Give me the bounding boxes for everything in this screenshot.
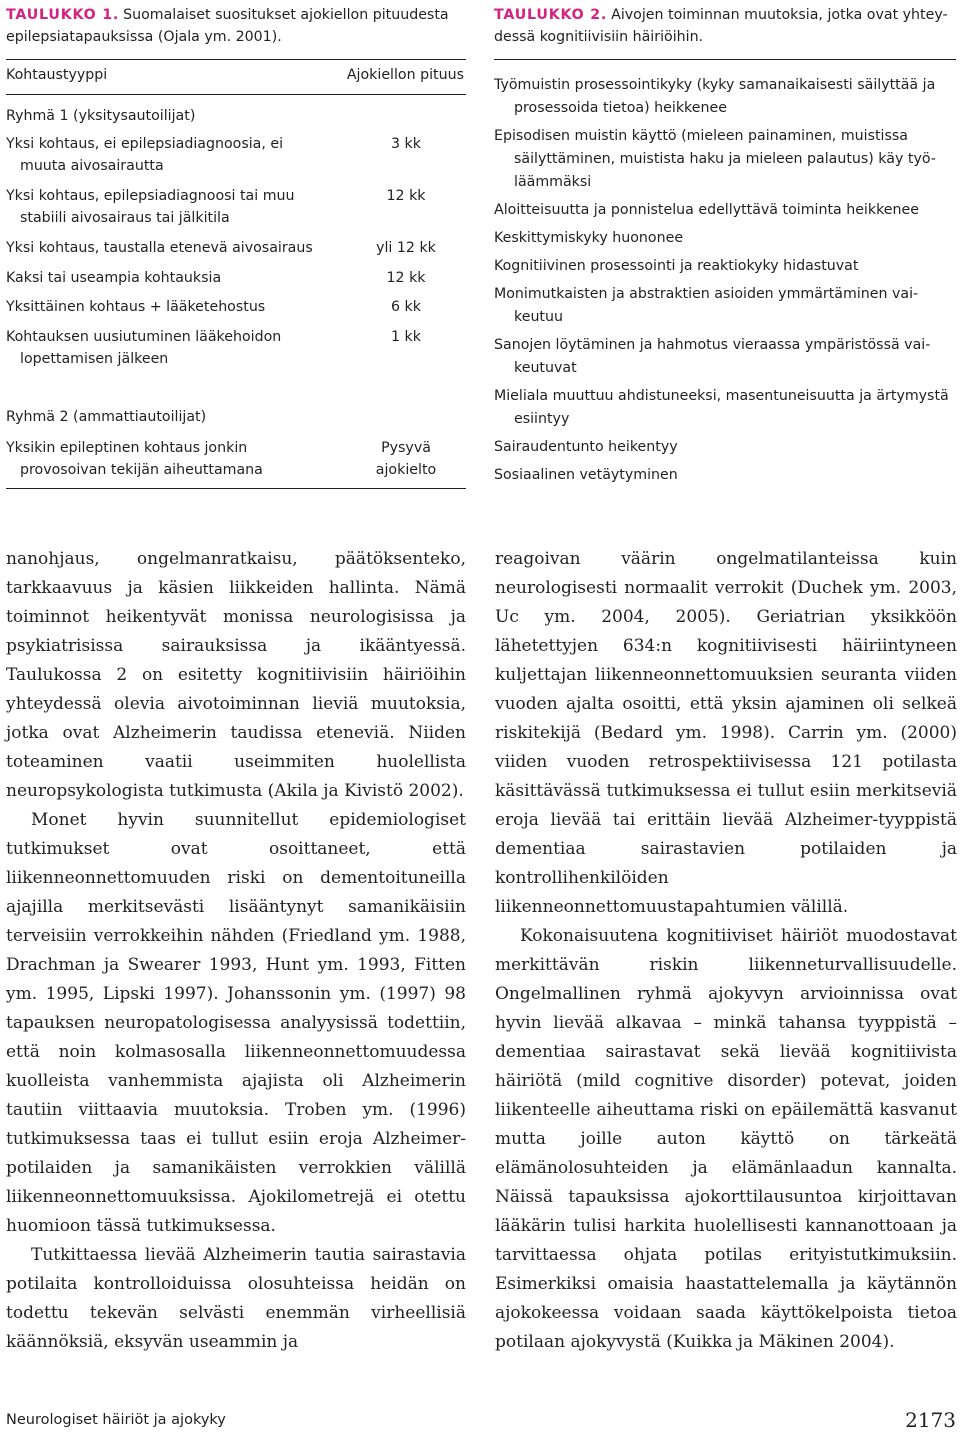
row-label-cont: stabiili aivosairaus tai jälkitila	[20, 210, 230, 226]
row-label-cont: provosoivan tekijän aiheuttamana	[20, 462, 263, 478]
table-row	[6, 237, 466, 259]
table-1-label: TAULUKKO 1.	[6, 7, 120, 23]
item-line: Sosiaalinen vetäytyminen	[494, 467, 678, 483]
item-line: Sairaudentunto heikentyy	[494, 439, 678, 455]
item-line: Mieliala muuttuu ahdistuneeksi, masentuneisuutta ja ärtymystä	[494, 388, 949, 404]
paragraph: Tutkittaessa lievää Alzheimerin tautia sairastavia potilaita kontrolloiduissa olosuhteissa heidän on todettu tekevän selvästi enemmän virheellisiä käännöksiä, eksyvän useammin ja	[6, 1245, 466, 1352]
row-label: Yksittäinen kohtaus + lääketehostus	[6, 299, 266, 315]
table-1-title: Suomalaiset suositukset ajokiellon pituudesta epilepsiatapauksissa (Ojala ym. 2001).	[6, 7, 449, 45]
paragraph: reagoivan väärin ongelmatilanteissa kuin neurologisesti normaalit verrokit (Duchek ym. 2003, Uc ym. 2004, 2005). Geriatrian yksikköön lähetettyjen 634:n kognitiivisesti häiriintyneen kuljettajan liikenneonnettomuuksien seuranta viiden vuoden ajalta osoitti, että yksin ajaminen oli selkeä riskitekijä (Bedard ym. 1998). Carrin ym. (2000) viiden vuoden retrospektiivisessa 121 potilasta käsittävässä tutkimuksessa ei tullut esiin merkitseviä eroja lievää tai erittäin lievää Alzheimer-tyyppistä dementiaa sairastavien potilaiden ja kontrollihenkilöiden liikenneonnettomuustapahtumien välillä.	[495, 549, 957, 917]
table-row	[6, 326, 466, 370]
table-1-top-rule	[6, 59, 466, 60]
row-value: 12 kk	[386, 270, 426, 286]
paragraph: nanohjaus, ongelmanratkaisu, päätöksenteko, tarkkaavuus ja käsien liikkeiden hallinta. Nämä toiminnot heikentyvät monissa neurologisissa ja psykiatrisissa sairauksissa ja ikääntyessä. Taulukossa 2 on esitetty kognitiivisiin häiriöihin yhteydessä olevia aivotoiminnan lieviä muutoksia, jotka ovat Alzheimerin taudissa eteneviä. Niiden toteaminen vaatii useimmiten huolellista neuropsykologista tutkimusta (Akila ja Kivistö 2002).	[6, 549, 466, 801]
table-1-col-header-type: Kohtaustyyppi	[6, 67, 108, 83]
table-1-col-header-duration: Ajokiellon pituus	[346, 67, 464, 83]
table-row	[6, 296, 466, 318]
item-line-cont: prosessoida tietoa) heikkenee	[514, 100, 727, 116]
running-footer-title: Neurologiset häiriöt ja ajokyky	[6, 1412, 226, 1428]
list-item	[494, 464, 956, 487]
paragraph: Kokonaisuutena kognitiiviset häiriöt muodostavat merkittävän riskin liikenneturvallisuudelle. Ongelmallinen ryhmä ajokyvyn arvioinnissa ovat hyvin lievää alkavaa – minkä tahansa tyyppistä – dementiaa sairastavat sekä lievää kognitiivista häiriötä (mild cognitive disorder) potevat, joiden liikenteelle aiheuttama riski on epäilemättä kasvanut mutta joille auton käyttö on tärkeätä elämänolosuhteiden ja elämänlaadun kannalta. Näissä tapauksissa ajokorttilausuntoa kirjoittavan lääkärin tulisi harkita huolellisesti kannanottoaan ja tarvittaessa ohjata potilas erityistutkimuksiin. Esimerkiksi omaisia haastattelemalla ja käytännön ajokokeessa voidaan saada käyttökelpoista tietoa potilaan ajokyvystä (Kuikka ja Mäkinen 2004).	[495, 926, 957, 1352]
table-row	[6, 267, 466, 289]
table-row	[6, 437, 466, 481]
table-2-title-line1: Aivojen toiminnan muutoksia, jotka ovat yhtey-	[611, 7, 948, 23]
table-2-title-line2: dessä kognitiivisiin häiriöihin.	[494, 29, 704, 45]
row-value: 6 kk	[391, 299, 421, 315]
body-column-right	[495, 545, 957, 1357]
table-1-group-2-heading: Ryhmä 2 (ammattiautoilijat)	[6, 409, 207, 425]
row-label: Yksi kohtaus, epilepsiadiagnoosi tai muu	[6, 188, 295, 204]
item-line-cont: keutuu	[514, 309, 563, 325]
table-row	[6, 133, 466, 177]
table-1-caption	[6, 4, 466, 48]
list-item	[494, 283, 956, 329]
row-value: 12 kk	[386, 188, 426, 204]
list-item	[494, 227, 956, 250]
table-1-header-row	[6, 64, 466, 86]
item-line: Episodisen muistin käyttö (mieleen painaminen, muistissa	[494, 128, 908, 144]
item-line: Sanojen löytäminen ja hahmotus vieraassa ympäristössä vai-	[494, 337, 931, 353]
list-item	[494, 436, 956, 459]
item-line-cont: läämmäksi	[514, 174, 592, 190]
row-value-cont: ajokielto	[375, 462, 437, 478]
item-line: Työmuistin prosessointikyky (kyky samanaikaisesti säilyttää ja	[494, 77, 936, 93]
list-item	[494, 74, 956, 120]
list-item	[494, 199, 956, 222]
body-column-left	[6, 545, 466, 1357]
row-label: Yksi kohtaus, taustalla etenevä aivosairaus	[6, 240, 313, 256]
item-line: Aloitteisuutta ja ponnistelua edellyttävä toiminta heikkenee	[494, 202, 919, 218]
item-line: Monimutkaisten ja abstraktien asioiden ymmärtäminen vai-	[494, 286, 919, 302]
item-line-cont: esiintyy	[514, 411, 570, 427]
table-1-header-rule	[6, 94, 466, 95]
item-line-cont: säilyttäminen, muistista haku ja mieleen palautus) käy työ-	[514, 151, 936, 167]
table-2-label: TAULUKKO 2.	[494, 7, 608, 23]
item-line: Keskittymiskyky huononee	[494, 230, 684, 246]
table-2	[494, 4, 956, 483]
row-value: 3 kk	[391, 136, 421, 152]
table-2-top-rule	[494, 59, 956, 60]
item-line-cont: keutuvat	[514, 360, 577, 376]
list-item	[494, 255, 956, 278]
table-1-bottom-rule	[6, 488, 466, 489]
row-label: Yksi kohtaus, ei epilepsiadiagnoosia, ei	[6, 136, 284, 152]
row-label: Kohtauksen uusiutuminen lääkehoidon	[6, 329, 282, 345]
page-number: 2173	[905, 1408, 956, 1432]
row-label-cont: lopettamisen jälkeen	[20, 351, 169, 367]
list-item	[494, 334, 956, 380]
table-2-caption	[494, 4, 956, 48]
row-label: Kaksi tai useampia kohtauksia	[6, 270, 222, 286]
list-item	[494, 385, 956, 431]
list-item	[494, 125, 956, 194]
row-value: Pysyvä	[381, 440, 431, 456]
row-label-cont: muuta aivosairautta	[20, 158, 164, 174]
table-row	[6, 185, 466, 229]
item-line: Kognitiivinen prosessointi ja reaktiokyky hidastuvat	[494, 258, 859, 274]
table-1	[6, 4, 466, 478]
paragraph: Monet hyvin suunnitellut epidemiologiset tutkimukset ovat osoittaneet, että liikenneonnettomuuden riski on dementoituneilla ajajilla merkitsevästi lisääntynyt samanikäisiin terveisiin verrokkeihin nähden (Friedland ym. 1988, Drachman ja Swearer 1993, Hunt ym. 1993, Fitten ym. 1995, Lipski 1997). Johanssonin ym. (1997) 98 tapauksen neuropatologisessa analyysissä todettiin, että noin kolmasosalla liikenneonnettomuudessa kuolleista vanhemmista ajajista oli Alzheimerin tautiin viittaavia muutoksia. Troben ym. (1996) tutkimuksessa taas ei tullut esiin eroja Alzheimer-potilaiden ja samanikäisten verrokkien välillä liikenneonnettomuuksissa. Ajokilometrejä ei otettu huomioon tässä tutkimuksessa.	[6, 810, 466, 1236]
row-value: yli 12 kk	[376, 240, 436, 256]
row-value: 1 kk	[391, 329, 421, 345]
table-1-group-1-heading: Ryhmä 1 (yksitysautoilijat)	[6, 108, 196, 124]
row-label: Yksikin epileptinen kohtaus jonkin	[6, 440, 248, 456]
